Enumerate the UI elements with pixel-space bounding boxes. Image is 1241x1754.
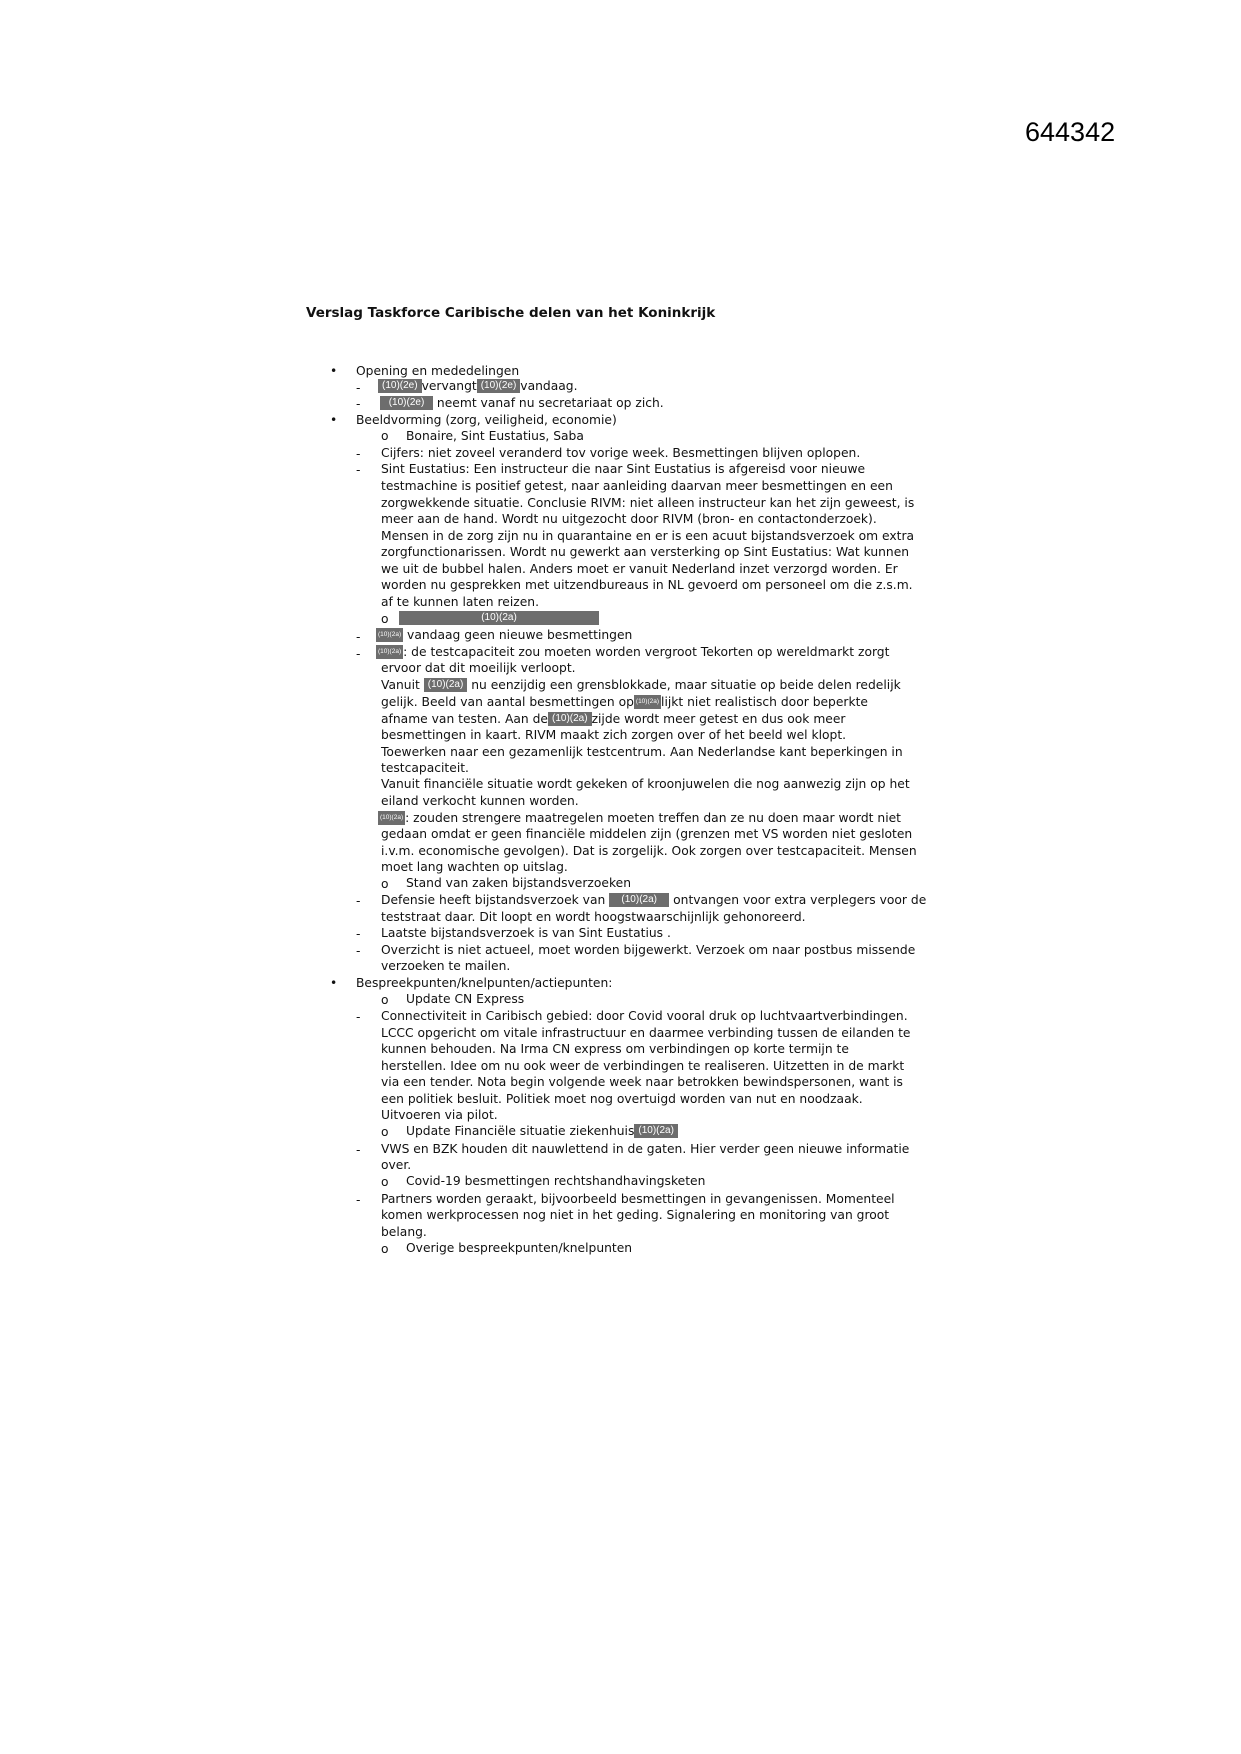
bullet-marker: • — [330, 364, 338, 378]
line-text: zijde wordt meer getest en dus ook meer — [591, 712, 846, 726]
dash-marker: - — [356, 1193, 361, 1207]
agenda-item-beeldvorming: Beeldvorming (zorg, veiligheid, economie) — [356, 413, 617, 427]
line: Toewerken naar een gezamenlijk testcentrum. Aan Nederlandse kant beperkingen in — [381, 745, 903, 759]
redaction-block: (10)(2a) — [634, 695, 661, 709]
line — [381, 893, 926, 907]
dash-marker: - — [356, 397, 361, 411]
line: Mensen in de zorg zijn nu in quarantaine en er is een acuut bijstandsverzoek om extra — [381, 529, 915, 543]
agenda-item-bespreekpunten: Bespreekpunten/knelpunten/actiepunten: — [356, 976, 613, 990]
line: besmettingen in kaart. RIVM maakt zich zorgen over of het beeld wel klopt. — [381, 728, 847, 742]
line — [378, 379, 578, 393]
dash-marker: - — [356, 1010, 361, 1024]
line — [381, 695, 868, 709]
line: belang. — [381, 1225, 427, 1239]
line — [376, 645, 889, 659]
redaction-block: (10)(2a) — [376, 645, 403, 659]
circle-marker: o — [381, 993, 389, 1007]
dash-marker: - — [356, 647, 361, 661]
line: Laatste bijstandsverzoek is van Sint Eustatius . — [381, 926, 671, 940]
document-title: Verslag Taskforce Caribische delen van het Koninkrijk — [306, 305, 716, 321]
redaction-block: (10)(2a) — [399, 611, 599, 625]
bullet-marker: • — [330, 976, 338, 990]
line — [381, 712, 845, 726]
dash-marker: - — [356, 463, 361, 477]
line: herstellen. Idee om nu ook weer de verbindingen te realiseren. Uitzetten in de markt — [381, 1059, 905, 1073]
line-text: : zouden strengere maatregelen moeten treffen dan ze nu doen maar wordt niet — [405, 811, 902, 825]
line-text: gelijk. Beeld van aantal besmettingen op — [381, 695, 634, 709]
line: kunnen behouden. Na Irma CN express om verbindingen op korte termijn te — [381, 1042, 849, 1056]
circle-marker: o — [381, 1125, 389, 1139]
document-number: 644342 — [1025, 117, 1116, 147]
dash-marker: - — [356, 927, 361, 941]
line: teststraat daar. Dit loopt en wordt hoogstwaarschijnlijk gehonoreerd. — [381, 910, 806, 924]
line: i.v.m. economische gevolgen). Dat is zorgelijk. Ook zorgen over testcapaciteit. Mensen — [381, 844, 917, 858]
sub-heading: Update CN Express — [406, 992, 525, 1006]
redaction-block: (10)(2a) — [424, 678, 468, 692]
line: Sint Eustatius: Een instructeur die naar Sint Eustatius is afgereisd voor nieuwe — [381, 462, 866, 476]
sub-heading: Stand van zaken bijstandsverzoeken — [406, 876, 632, 890]
redaction-block: (10)(2a) — [376, 628, 403, 642]
line-text: neemt vanaf nu secretariaat op zich. — [436, 396, 664, 410]
redaction-block: (10)(2a) — [634, 1124, 678, 1138]
line-text: : de testcapaciteit zou moeten worden vergroot Tekorten op wereldmarkt zorgt — [403, 645, 890, 659]
dash-marker: - — [356, 1143, 361, 1157]
line-text: Vanuit — [381, 678, 420, 692]
line: zorgfunctionarissen. Wordt nu gewerkt aan versterking op Sint Eustatius: Wat kunnen — [381, 545, 910, 559]
line-text: Update Financiële situatie ziekenhuis — [406, 1124, 635, 1138]
line — [381, 678, 901, 692]
line-text: vandaag geen nieuwe besmettingen — [407, 628, 633, 642]
dash-marker: - — [356, 447, 361, 461]
line — [380, 396, 664, 410]
redaction-block: (10)(2e) — [380, 396, 433, 410]
dash-marker: - — [356, 894, 361, 908]
redaction-block: (10)(2e) — [477, 379, 521, 393]
redaction-block: (10)(2a) — [609, 893, 669, 907]
line: we uit de bubbel halen. Anders moet er vanuit Nederland inzet verzorgd worden. Er — [381, 562, 898, 576]
line-text: nu eenzijdig een grensblokkade, maar situatie op beide delen redelijk — [471, 678, 901, 692]
agenda-item-opening: Opening en mededelingen — [356, 364, 520, 378]
circle-marker: o — [381, 1175, 389, 1189]
line — [376, 628, 632, 642]
line-text: lijkt niet realistisch door beperkte — [661, 695, 868, 709]
line-text: ontvangen voor extra verplegers voor de — [673, 893, 927, 907]
sub-heading: Bonaire, Sint Eustatius, Saba — [406, 429, 584, 443]
line: over. — [381, 1158, 412, 1172]
line: een politiek besluit. Politiek moet nog overtuigd worden van nut en noodzaak. — [381, 1092, 863, 1106]
line: ervoor dat dit moeilijk verloopt. — [381, 661, 576, 675]
circle-marker: o — [381, 877, 389, 891]
line: worden nu gesprekken met uitzendbureaus in NL gevoerd om personeel om die z.s.m. — [381, 578, 913, 592]
line: moet lang wachten op uitslag. — [381, 860, 568, 874]
dash-marker: - — [356, 381, 361, 395]
line: Vanuit financiële situatie wordt gekeken of kroonjuwelen die nog aanwezig zijn op het — [381, 777, 910, 791]
line: Cijfers: niet zoveel veranderd tov vorige week. Besmettingen blijven oplopen. — [381, 446, 861, 460]
line — [399, 611, 599, 625]
redaction-block: (10)(2a) — [378, 811, 405, 825]
line: verzoeken te mailen. — [381, 959, 511, 973]
line: af te kunnen laten reizen. — [381, 595, 539, 609]
line: gedaan omdat er geen financiële middelen zijn (grenzen met VS worden niet gesloten — [381, 827, 913, 841]
redaction-block: (10)(2a) — [548, 712, 592, 726]
line-text: afname van testen. Aan de — [381, 712, 548, 726]
circle-marker: o — [381, 429, 389, 443]
line: via een tender. Nota begin volgende week naar betrokken bewindspersonen, want is — [381, 1075, 903, 1089]
line: zorgwekkende situatie. Conclusie RIVM: niet alleen instructeur kan het zijn geweest, is — [381, 496, 915, 510]
line: VWS en BZK houden dit nauwlettend in de gaten. Hier verder geen nieuwe informatie — [381, 1142, 910, 1156]
line: LCCC opgericht om vitale infrastructuur en daarmee verbinding tussen de eilanden te — [381, 1026, 911, 1040]
line: Overzicht is niet actueel, moet worden bijgewerkt. Verzoek om naar postbus missende — [381, 943, 916, 957]
sub-heading — [406, 1124, 678, 1138]
line: testmachine is positief getest, naar aanleiding daarvan meer besmettingen en een — [381, 479, 893, 493]
line: Connectiviteit in Caribisch gebied: door Covid vooral druk op luchtvaartverbindingen. — [381, 1009, 908, 1023]
line: Uitvoeren via pilot. — [381, 1108, 498, 1122]
redaction-block: (10)(2e) — [378, 379, 422, 393]
line — [378, 811, 901, 825]
dash-marker: - — [356, 630, 361, 644]
circle-marker: o — [381, 1242, 389, 1256]
line: Partners worden geraakt, bijvoorbeeld besmettingen in gevangenissen. Momenteel — [381, 1192, 895, 1206]
dash-marker: - — [356, 944, 361, 958]
bullet-marker: • — [330, 413, 338, 427]
sub-heading: Overige bespreekpunten/knelpunten — [406, 1241, 633, 1255]
line-text: Defensie heeft bijstandsverzoek van — [381, 893, 606, 907]
line: komen werkprocessen nog niet in het geding. Signalering en monitoring van groot — [381, 1208, 890, 1222]
line: eiland verkocht kunnen worden. — [381, 794, 579, 808]
line-text: vandaag. — [520, 379, 578, 393]
line: testcapaciteit. — [381, 761, 469, 775]
circle-marker: o — [381, 612, 389, 626]
line-text: vervangt — [421, 379, 477, 393]
line: meer aan de hand. Wordt nu uitgezocht door RIVM (bron- en contactonderzoek). — [381, 512, 877, 526]
sub-heading: Covid-19 besmettingen rechtshandhavingsketen — [406, 1174, 706, 1188]
